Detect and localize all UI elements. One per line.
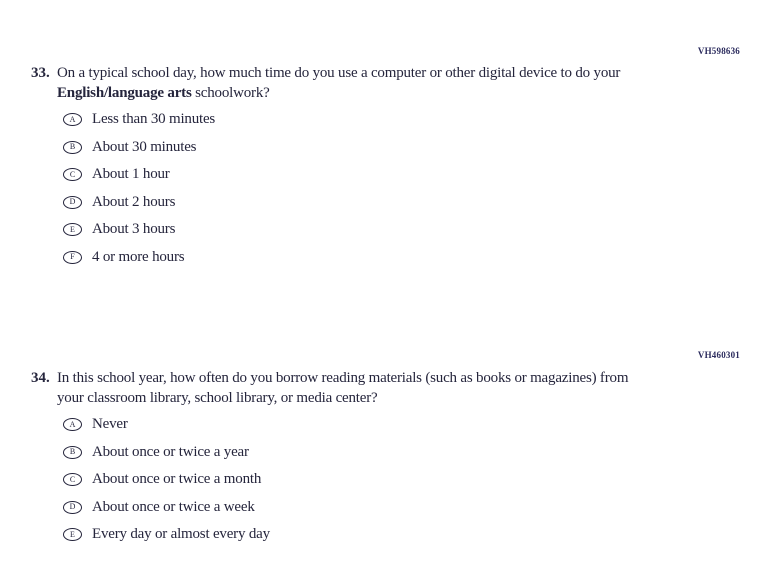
- answer-bubble[interactable]: [63, 446, 82, 459]
- answer-label: Every day or almost every day: [92, 526, 270, 543]
- answer-label: About once or twice a month: [92, 471, 262, 488]
- answer-label: About once or twice a week: [92, 498, 255, 515]
- answer-label: About 3 hours: [92, 221, 176, 238]
- bubble-letter: C: [69, 169, 76, 179]
- answer-option: [63, 411, 632, 439]
- bubble-letter: E: [70, 529, 75, 539]
- answer-bubble[interactable]: [63, 141, 82, 154]
- answer-options: [63, 106, 632, 271]
- answer-bubble[interactable]: [63, 473, 82, 486]
- answer-bubble[interactable]: [63, 528, 82, 541]
- answer-option: [63, 466, 632, 494]
- question-text-after: schoolwork?: [191, 85, 270, 101]
- bubble-letter: A: [69, 419, 76, 429]
- bubble-letter: E: [70, 224, 75, 234]
- answer-bubble[interactable]: [63, 113, 82, 126]
- answer-option: [63, 244, 632, 272]
- bubble-letter: C: [69, 474, 76, 484]
- question-text-before: In this school year, how often do you borrow reading materials (such as books or magazines) from your classroom library, school library, or media center?: [57, 370, 629, 406]
- answer-option: [63, 161, 632, 189]
- answer-option: [63, 216, 632, 244]
- answer-bubble[interactable]: [63, 196, 82, 209]
- bubble-letter: B: [69, 447, 76, 457]
- answer-option: [63, 189, 632, 217]
- item-code-vh460301: VH460301: [697, 350, 740, 360]
- bubble-letter: D: [69, 197, 76, 207]
- question-text-bold: English/language arts: [57, 85, 192, 101]
- question-text: [57, 368, 632, 408]
- question-34-block: [31, 368, 632, 549]
- question-text: [57, 63, 632, 103]
- answer-option: [63, 521, 632, 549]
- question-number: 34.: [31, 370, 50, 386]
- answer-label: About 1 hour: [92, 166, 170, 183]
- answer-bubble[interactable]: [63, 501, 82, 514]
- answer-option: [63, 134, 632, 162]
- answer-bubble[interactable]: [63, 418, 82, 431]
- answer-label: Never: [92, 416, 128, 433]
- question-text-before: On a typical school day, how much time do you use a computer or other digital device to do your: [57, 65, 621, 81]
- bubble-letter: A: [69, 114, 76, 124]
- bubble-letter: F: [70, 252, 75, 262]
- question-33-block: [31, 63, 632, 271]
- answer-option: [63, 439, 632, 467]
- question-number: 33.: [31, 65, 50, 81]
- answer-label: 4 or more hours: [92, 248, 185, 265]
- answer-label: Less than 30 minutes: [92, 111, 216, 128]
- answer-bubble[interactable]: [63, 251, 82, 264]
- answer-label: About 30 minutes: [92, 138, 197, 155]
- answer-bubble[interactable]: [63, 223, 82, 236]
- answer-label: About once or twice a year: [92, 443, 249, 460]
- answer-option: [63, 494, 632, 522]
- answer-label: About 2 hours: [92, 193, 176, 210]
- bubble-letter: D: [69, 502, 76, 512]
- bubble-letter: B: [69, 142, 76, 152]
- answer-bubble[interactable]: [63, 168, 82, 181]
- answer-option: [63, 106, 632, 134]
- answer-options: [63, 411, 632, 549]
- item-code-vh598636: VH598636: [697, 46, 740, 56]
